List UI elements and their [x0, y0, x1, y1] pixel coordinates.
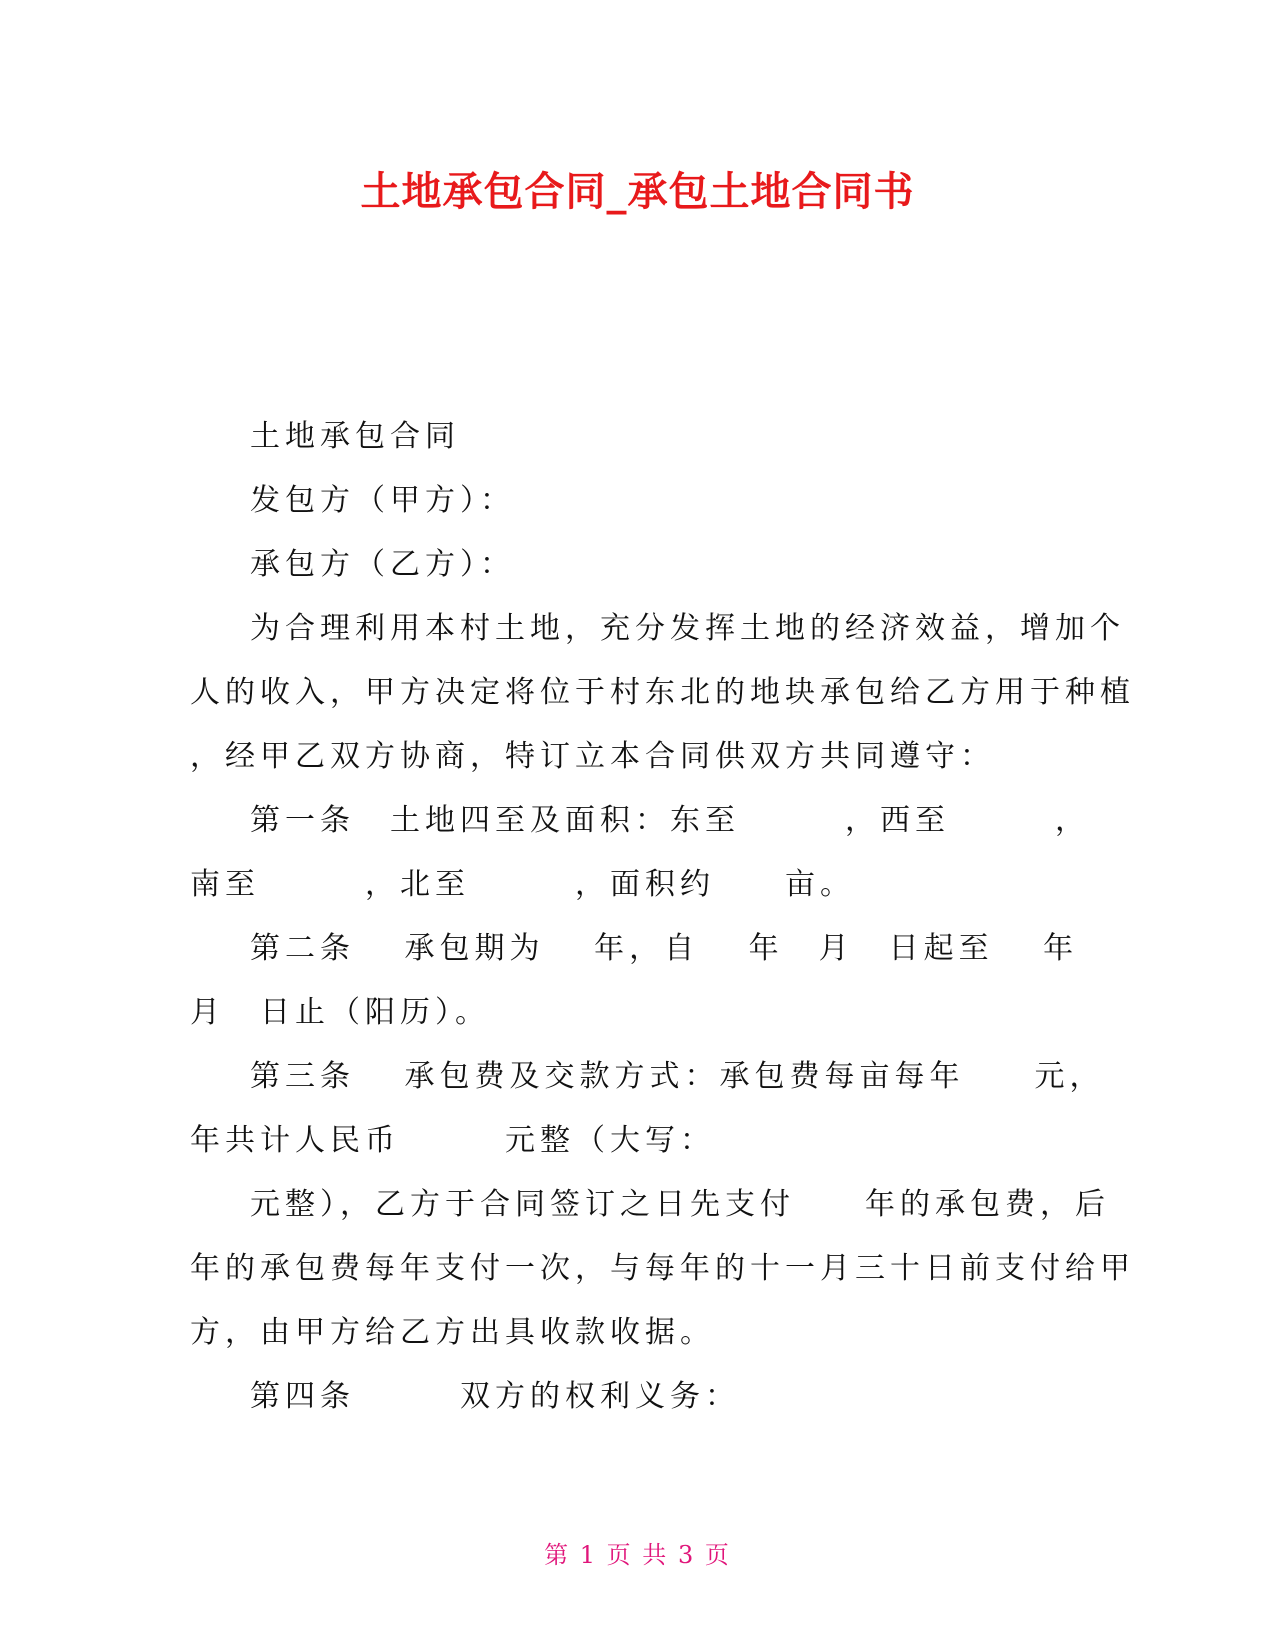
text-line: 发包方（甲方）：: [250, 483, 515, 518]
text-line: 承包方（乙方）：: [250, 547, 515, 582]
text-line: 第一条 土地四至及面积：东至 ，西至 ，: [250, 803, 1090, 838]
page-footer: 第 1 页 共 3 页: [544, 1541, 731, 1569]
document-title: 土地承包合同_承包土地合同书: [360, 169, 915, 215]
text-line: 南至 ，北至 ，面积约 亩。: [190, 867, 855, 902]
text-line: 第四条 双方的权利义务：: [250, 1379, 740, 1414]
document-body: [190, 405, 1135, 1429]
text-line: 土地承包合同: [250, 419, 460, 454]
text-line: 方，由甲方给乙方出具收款收据。: [190, 1315, 715, 1350]
text-line: ，经甲乙双方协商，特订立本合同供双方共同遵守：: [190, 739, 995, 774]
text-line: 第三条 承包费及交款方式：承包费每亩每年 元，: [250, 1059, 1105, 1094]
text-line: 人的收入，甲方决定将位于村东北的地块承包给乙方用于种植: [190, 675, 1135, 710]
text-line: 为合理利用本村土地，充分发挥土地的经济效益，增加个: [250, 611, 1125, 646]
text-line: 年共计人民币 元整（大写：: [190, 1123, 715, 1158]
text-line: 第二条 承包期为 年，自 年 月 日起至 年: [250, 931, 1079, 966]
text-line: 月 日止（阳历）。: [190, 995, 490, 1030]
text-line: 元整），乙方于合同签订之日先支付 年的承包费，后: [250, 1187, 1110, 1222]
text-line: 年的承包费每年支付一次，与每年的十一月三十日前支付给甲: [190, 1251, 1135, 1286]
